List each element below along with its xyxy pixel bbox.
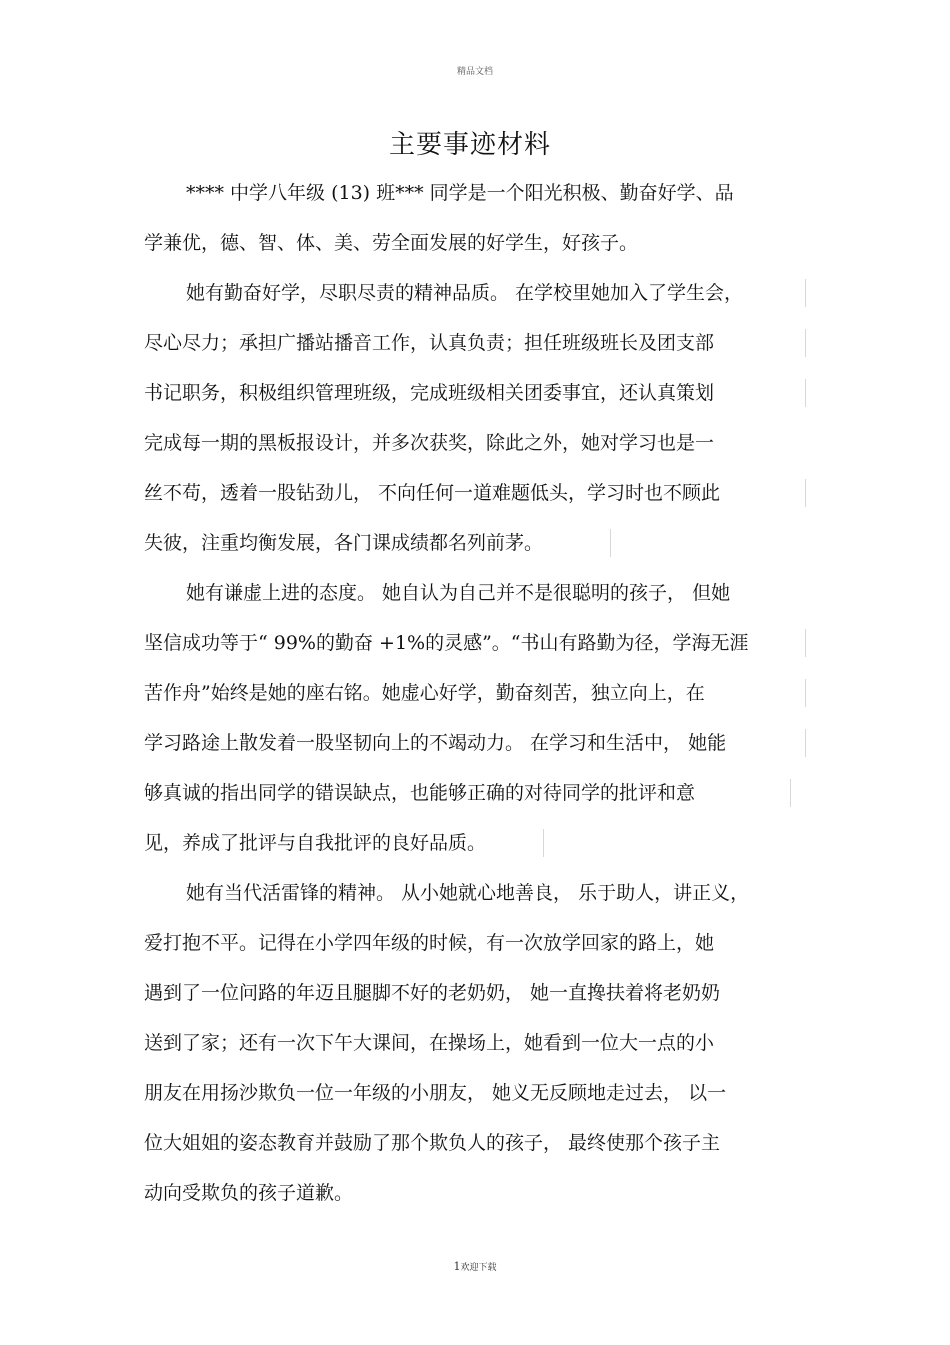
margin-rule xyxy=(805,329,806,357)
page-header: 精品文档 xyxy=(456,67,493,77)
body-line: 她有当代活雷锋的精神。 从小她就心地善良， 乐于助人，讲正义， xyxy=(186,882,750,904)
body-line: 她有勤奋好学，尽职尽责的精神品质。 在学校里她加入了学生会， xyxy=(186,282,744,304)
body-line: 苦作舟”始终是她的座右铭。她虚心好学，勤奋刻苦，独立向上，在 xyxy=(144,682,705,704)
body-line: 位大姐姐的姿态教育并鼓励了那个欺负人的孩子， 最终使那个孩子主 xyxy=(144,1132,721,1154)
body-line: 尽心尽力；承担广播站播音工作，认真负责；担任班级班长及团支部 xyxy=(144,332,715,354)
margin-rule xyxy=(805,479,806,507)
body-line: 动向受欺负的孩子道歉。 xyxy=(144,1182,354,1204)
margin-rule xyxy=(610,529,611,557)
body-line: 她有谦虚上进的态度。 她自认为自己并不是很聪明的孩子， 但她 xyxy=(186,582,731,604)
body-line: **** 中学八年级 (13) 班*** 同学是一个阳光积极、勤奋好学、品 xyxy=(186,182,734,204)
body-line: 爱打抱不平。记得在小学四年级的时候，有一次放学回家的路上，她 xyxy=(144,932,715,954)
body-line: 书记职务，积极组织管理班级，完成班级相关团委事宜，还认真策划 xyxy=(144,382,715,404)
body-line: 失彼，注重均衡发展，各门课成绩都名列前茅。 xyxy=(144,532,544,554)
body-line: 见，养成了批评与自我批评的良好品质。 xyxy=(144,832,487,854)
margin-rule xyxy=(805,729,806,757)
body-line: 够真诚的指出同学的错误缺点，也能够正确的对待同学的批评和意 xyxy=(144,782,696,804)
footer-text: 欢迎下载 xyxy=(460,1263,497,1273)
page-footer xyxy=(0,1260,950,1273)
margin-rule xyxy=(543,829,544,857)
margin-rule xyxy=(805,279,806,307)
body-line: 完成每一期的黑板报设计，并多次获奖，除此之外，她对学习也是一 xyxy=(144,432,715,454)
document-title: 主要事迹材料 xyxy=(388,130,551,160)
margin-rule xyxy=(805,379,806,407)
body-line: 遇到了一位问路的年迈且腿脚不好的老奶奶， 她一直搀扶着将老奶奶 xyxy=(144,982,721,1004)
body-line: 送到了家；还有一次下午大课间，在操场上，她看到一位大一点的小 xyxy=(144,1032,715,1054)
body-line: 朋友在用扬沙欺负一位一年级的小朋友， 她义无反顾地走过去， 以一 xyxy=(144,1082,727,1104)
margin-rule xyxy=(790,779,791,807)
body-line: 学习路途上散发着一股坚韧向上的不竭动力。 在学习和生活中， 她能 xyxy=(144,732,727,754)
margin-rule xyxy=(805,679,806,707)
body-line: 丝不苟，透着一股钻劲儿， 不向任何一道难题低头，学习时也不顾此 xyxy=(144,482,721,504)
margin-rule xyxy=(805,629,806,657)
page-number: 1 xyxy=(453,1260,461,1273)
body-line: 坚信成功等于“ 99%的勤奋 +1%的灵感”。“书山有路勤为径，学海无涯 xyxy=(144,632,749,654)
body-line: 学兼优，德、智、体、美、劳全面发展的好学生，好孩子。 xyxy=(144,232,639,254)
